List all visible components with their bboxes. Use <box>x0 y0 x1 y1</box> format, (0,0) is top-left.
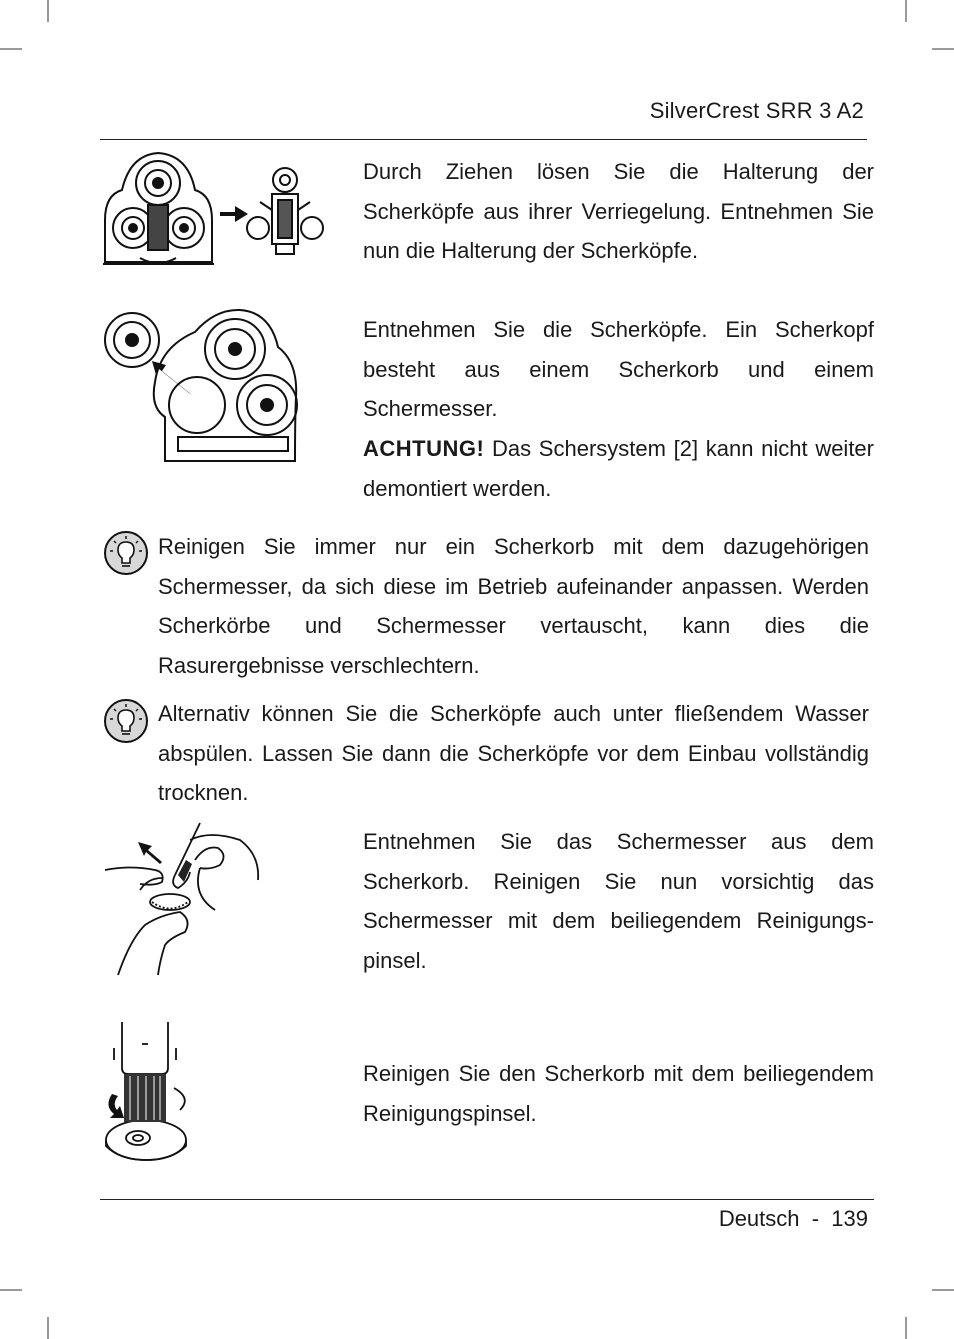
lightbulb-icon <box>103 698 149 744</box>
instruction-remove-heads: Entnehmen Sie die Scherköpfe. Ein Scherkopf besteht aus einem Scherkorb und einem Schermesser. <box>363 317 874 421</box>
warning-text: Das Schersystem [2] kann nicht weiter demontiert werden. <box>363 436 874 501</box>
page-footer: Deutsch - 139 <box>718 1206 868 1231</box>
header-rule <box>100 139 867 140</box>
crop-mark <box>905 0 907 22</box>
lightbulb-icon <box>103 530 149 576</box>
crop-mark <box>905 1317 907 1339</box>
crop-mark <box>0 1289 22 1291</box>
crop-mark <box>47 1317 49 1339</box>
instruction-release-holder: Durch Ziehen lösen Sie die Halterung der Scherköpfe aus ihrer Verriegelung. Entnehmen Sie nun die Halterung der Scherköpfe. <box>363 159 874 263</box>
clean-blade-illustration <box>100 820 265 980</box>
instruction-clean-blade: Entnehmen Sie das Schermesser aus dem Scherkorb. Reinigen Sie nun vorsichtig das Schermesser mit dem beiliegendem Reinigungs-pinsel. <box>363 829 874 973</box>
tip-rinse-water: Alternativ können Sie die Scherköpfe auch unter fließendem Wasser abspülen. Lassen Sie dann die Scherköpfe vor dem Einbau vollständig trocknen. <box>158 701 869 805</box>
warning-label: ACHTUNG! <box>363 436 485 461</box>
remove-heads-illustration <box>100 307 300 467</box>
warning-paragraph <box>363 429 874 508</box>
footer-rule <box>100 1199 874 1200</box>
instruction-clean-basket: Reinigen Sie den Scherkorb mit dem beiliegendem Reinigungspinsel. <box>363 1061 874 1126</box>
crop-mark <box>47 0 49 22</box>
crop-mark <box>932 48 954 50</box>
crop-mark <box>932 1289 954 1291</box>
holder-removal-illustration <box>100 150 335 270</box>
tip-same-blade: Reinigen Sie immer nur ein Scherkorb mit dem dazugehörigen Schermesser, da sich diese im Betrieb aufeinander anpassen. Werden Scherkörbe und Schermesser vertauscht, kann dies die Rasurergebnisse verschlechtern. <box>158 534 869 678</box>
clean-basket-illustration <box>100 1018 195 1166</box>
crop-mark <box>0 48 22 50</box>
page-header-title: SilverCrest SRR 3 A2 <box>649 98 864 123</box>
